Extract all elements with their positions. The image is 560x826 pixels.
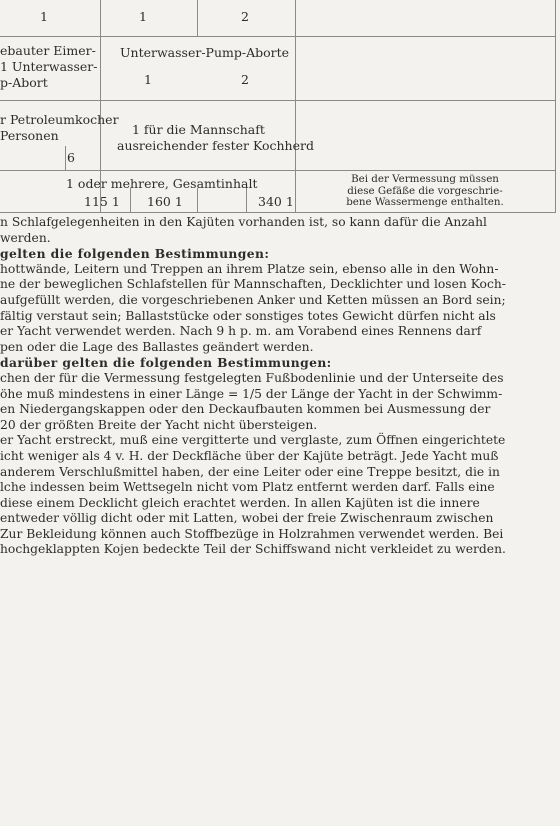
table-row [0,170,556,213]
text-line: lche indessen beim Wettsegeln nicht vom Platz entfernt werden darf. Falls eine [0,480,495,495]
body-text [0,215,553,558]
section-heading: gelten die folgenden Bestimmungen: [0,246,270,262]
text-line: öhe muß mindestens in einer Länge = 1/5 der Länge der Yacht in der Schwimm- [0,386,503,401]
text-line: er Yacht erstreckt, muß eine vergitterte und verglaste, zum Öffnen eingerichtete [0,433,506,448]
table-cell: 115 1 [84,194,120,209]
table-cell: 340 1 [258,194,294,209]
text-line: en Niedergangskappen oder den Deckaufbauten kommen bei Ausmessung der [0,402,491,417]
note-line: diese Gefäße die vorgeschrie- [347,184,503,197]
table-note [300,174,550,209]
text-line: Zur Bekleidung können auch Stoffbezüge in Holzrahmen verwendet werden. Bei [0,526,504,541]
table-cell: 2 [241,72,249,87]
text-line: fältig verstaut sein; Ballaststücke oder sonstiges totes Gewicht dürfen nicht als [0,308,496,323]
note-line: Bei der Vermessung müssen [351,173,499,185]
text-line: pen oder die Lage des Ballastes geändert werden. [0,339,314,354]
text-line: icht weniger als 4 v. H. der Deckfläche über der Kajüte beträgt. Jede Yacht muß [0,448,499,463]
table-cell: Unterwasser-Pump-Aborte [120,45,290,60]
table-cell: p-Abort [0,75,48,90]
table-row [0,0,556,37]
text-line: entweder völlig dicht oder mit Latten, wobei der freie Zwischenraum zwischen [0,511,494,526]
text-line: werden. [0,230,51,245]
table-cell: 1 [40,9,48,24]
section-heading: darüber gelten die folgenden Bestimmungen: [0,355,332,371]
table-cell: ebauter Eimer- [0,43,96,58]
table-cell: 2 [241,9,249,24]
text-line: chen der für die Vermessung festgelegten Fußbodenlinie und der Unterseite des [0,370,504,385]
text-line: diese einem Decklicht gleich erachtet werden. In allen Kajüten ist die innere [0,495,480,510]
table-cell: 1 oder mehrere, Gesamtinhalt [66,176,258,191]
note-line: bene Wassermenge enthalten. [346,196,504,208]
text-line: er Yacht verwendet werden. Nach 9 h p. m. am Vorabend eines Rennens darf [0,324,482,339]
text-line: n Schlafgelegenheiten in den Kajüten vorhanden ist, so kann dafür die Anzahl [0,215,487,229]
table-cell: Personen [0,128,59,143]
table-cell: r Petroleumkocher [0,112,119,127]
table-cell: ausreichender fester Kochherd [117,138,314,153]
table-cell: 1 Unterwasser- [0,59,98,74]
table-cell: 1 [144,72,152,87]
text-line: aufgefüllt werden, die vorgeschriebenen Anker und Ketten müssen an Bord sein; [0,292,506,307]
text-line: ne der beweglichen Schlafstellen für Mannschaften, Decklichter und losen Koch- [0,277,506,292]
table-cell: 6 [67,150,75,165]
table-cell: 160 1 [147,194,183,209]
table-row [0,100,556,171]
text-line: hottwände, Leitern und Treppen an ihrem Platze sein, ebenso alle in den Wohn- [0,261,499,276]
table-cell: 1 [139,9,147,24]
table-row [0,36,556,101]
text-line: anderem Verschlußmittel haben, der eine Leiter oder eine Treppe besitzt, die in [0,464,500,479]
text-line: 20 der größten Breite der Yacht nicht übersteigen. [0,417,318,432]
text-line: hochgeklappten Kojen bedeckte Teil der Schiffswand nicht verkleidet zu werden. [0,542,506,557]
table-cell: 1 für die Mannschaft [132,122,265,137]
